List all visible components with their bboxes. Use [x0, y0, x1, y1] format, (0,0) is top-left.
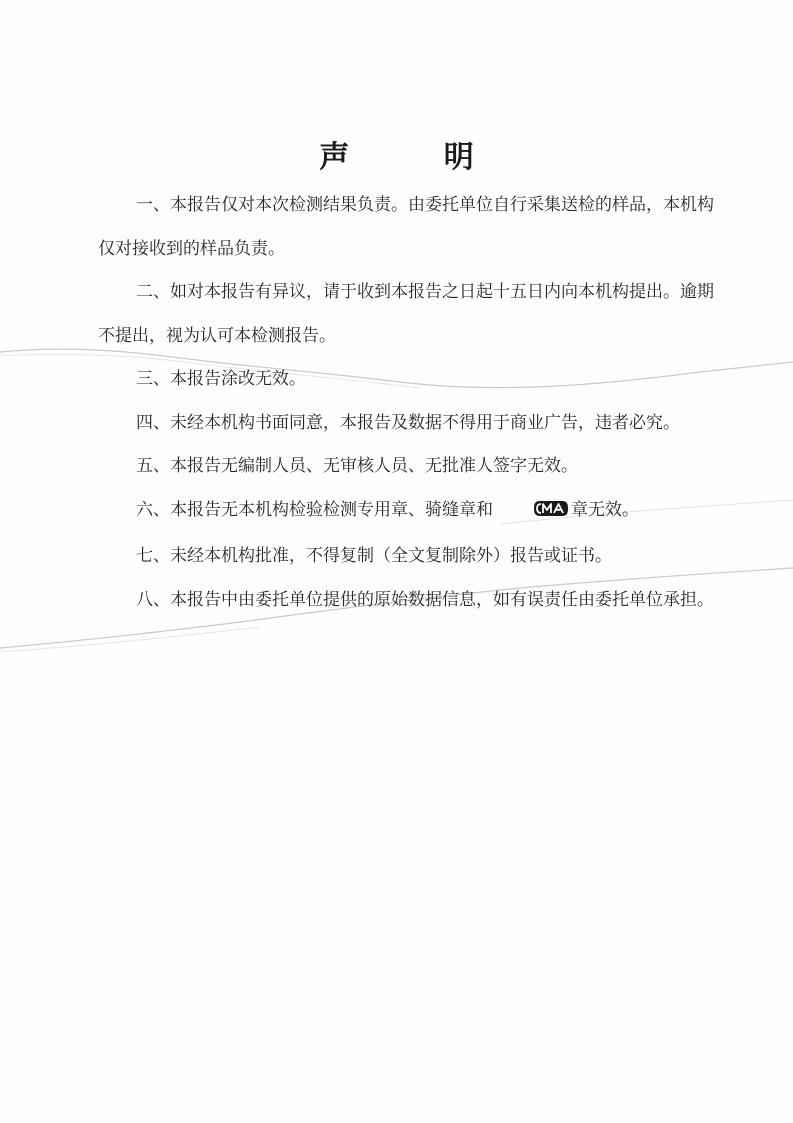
statement-body	[98, 184, 724, 622]
statement-item-4: 四、未经本机构书面同意，本报告及数据不得用于商业广告，违者必究。	[136, 412, 680, 433]
statement-item-6-text-after: 章无效。	[571, 499, 639, 520]
statement-item-6	[98, 489, 724, 536]
statement-item-5: 五、本报告无编制人员、无审核人员、无批准人签字无效。	[136, 456, 578, 476]
document-title: 声 明	[319, 140, 516, 175]
statement-item-1: 一、本报告仅对本次检测结果负责。由委托单位自行采集送检的样品，本机构仅对接收到的样品负责。	[98, 195, 714, 259]
statement-item-6-text-before: 六、本报告无本机构检验检测专用章、骑缝章和	[136, 499, 493, 520]
statement-item-7: 七、未经本机构批准，不得复制（全文复制除外）报告或证书。	[136, 546, 612, 566]
statement-item-2: 二、如对本报告有异议，请于收到本报告之日起十五日内向本机构提出。逾期不提出，视为认可本检测报告。	[98, 282, 714, 346]
statement-item-3: 三、本报告涂改无效。	[136, 369, 306, 389]
cma-mark-icon	[494, 492, 570, 536]
statement-item-8: 八、本报告中由委托单位提供的原始数据信息，如有误责任由委托单位承担。	[136, 589, 714, 610]
